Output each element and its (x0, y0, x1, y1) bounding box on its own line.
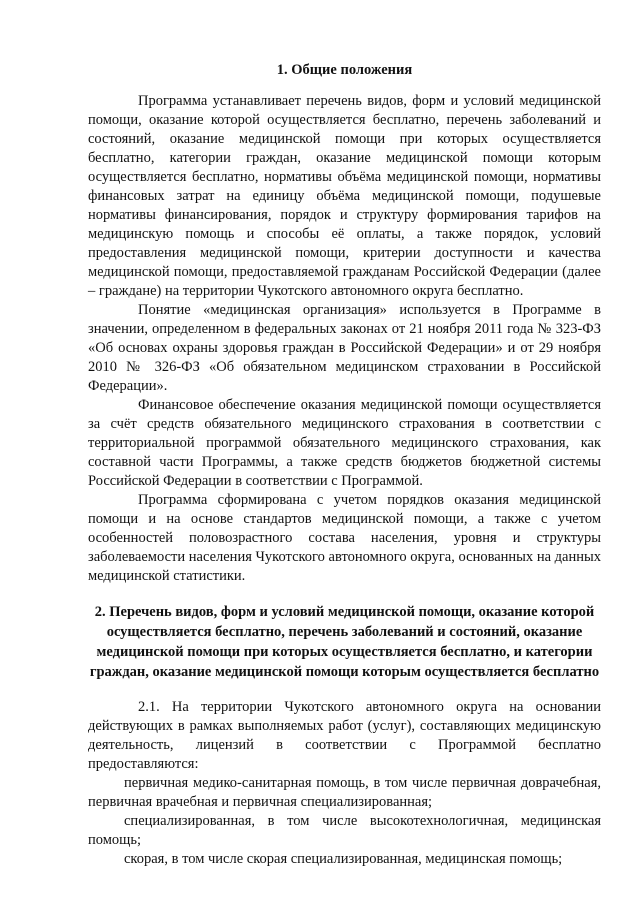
section-1-title: 1. Общие положения (276, 62, 413, 78)
section-2-paragraph-1: 2.1. На территории Чукотского автономного округа на основании действующих в рамках выполняемых работ (услуг), составляющих медицинскую деятельность, лицензий в соответствии с Программой бесплатно предоставляются: (88, 699, 601, 772)
section-2-list-item-1: первичная медико-санитарная помощь, в том числе первичная доврачебная, первичная врачебная и первичная специализированная; (88, 775, 601, 810)
section-1-paragraph-2: Понятие «медицинская организация» используется в Программе в значении, определенном в федеральных законах от 21 ноября 2011 года № 323-ФЗ «Об основах охраны здоровья граждан в Российской Федерации» и от 29 ноября 2010 № 326-ФЗ «Об обязательном медицинском страховании в Российской Федерации». (88, 302, 601, 394)
section-2-title: 2. Перечень видов, форм и условий медицинской помощи, оказание которой осуществляется бесплатно, перечень заболеваний и состояний, оказание медицинской помощи при которых осуществляется бесплатно, и категории граждан, оказание медицинской помощи которым осуществляется бесплатно (89, 604, 600, 680)
section-2-list-item-2: специализированная, в том числе высокотехнологичная, медицинская помощь; (88, 813, 601, 848)
section-2-list-item-3: скорая, в том числе скорая специализированная, медицинская помощь; (124, 851, 563, 867)
document-body (88, 60, 601, 869)
section-1-paragraph-3: Финансовое обеспечение оказания медицинской помощи осуществляется за счёт средств обязательного медицинского страхования в соответствии с территориальной программой обязательного медицинского страхования, как составной части Программы, а также средств бюджетов бюджетной системы Российской Федерации в соответствии с Программой. (88, 397, 601, 489)
section-1-paragraph-4: Программа сформирована с учетом порядков оказания медицинской помощи и на основе стандартов медицинской помощи, а также с учетом особенностей половозрастного состава населения, уровня и структуры заболеваемости населения Чукотского автономного округа, основанных на данных медицинской статистики. (88, 492, 601, 584)
section-1-paragraph-1: Программа устанавливает перечень видов, форм и условий медицинской помощи, оказание которой осуществляется бесплатно, перечень заболеваний и состояний, оказание медицинской помощи при которых осуществляется бесплатно, категории граждан, оказание медицинской помощи которым осуществляется бесплатно, нормативы объёма медицинской помощи, нормативы финансовых затрат на единицу объёма медицинской помощи, подушевые нормативы финансирования, порядок и структуру формирования тарифов на медицинскую помощь и способы её оплаты, а также порядок, условий предоставления медицинской помощи, критерии доступности и качества медицинской помощи, предоставляемой гражданам Российской Федерации (далее – граждане) на территории Чукотского автономного округа бесплатно. (88, 93, 601, 299)
